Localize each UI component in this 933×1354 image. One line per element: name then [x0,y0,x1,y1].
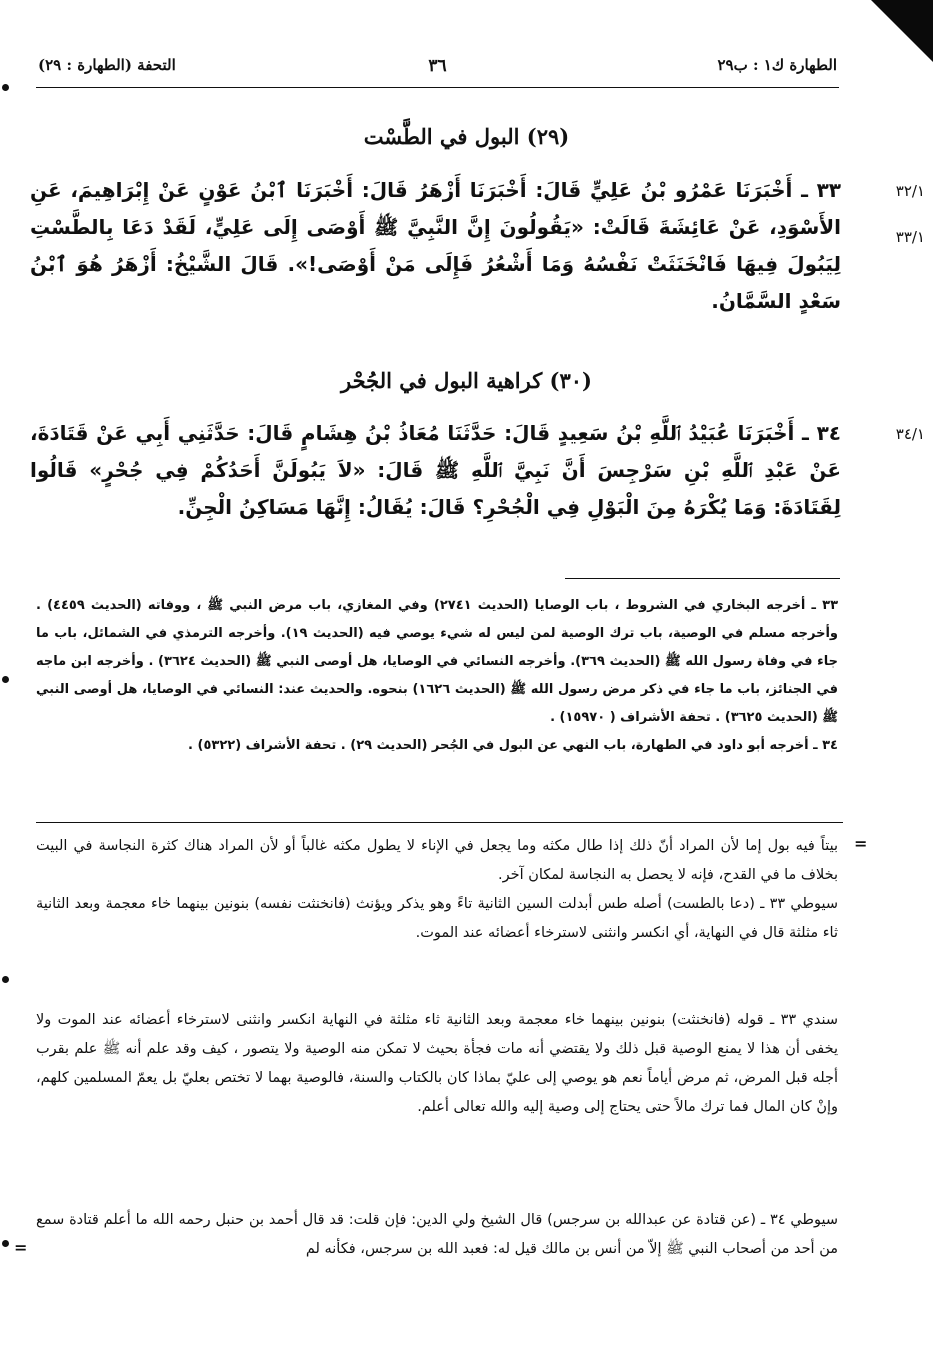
header-book-chapter: الطهارة ك١ : ب٢٩ [717,56,837,74]
margin-mark [2,1240,9,1247]
continuation-mark: = [854,834,868,853]
margin-mark [2,976,9,983]
suyuti-34-text: سيوطي ٣٤ ـ (عن قتادة عن عبدالله بن سرجس) قال الشيخ ولي الدين: فإن قلت: قد قال أحمد بن حنبل رحمه الله ما أعلم قتادة سمع من أحد من أصحاب النبي ﷺ إلاّ من أنس بن مالك قيل له: فعبد الله بن سرجس، فكأنه لم [36,1212,838,1257]
hadith-33-text: ٣٣ ـ أَخْبَرَنَا عَمْرُو بْنُ عَلِيٍّ قَالَ: أَخْبَرَنَا أَزْهَرُ قَالَ: أَخْبَرَنَا ٱبْنُ عَوْنٍ عَنْ إِبْرَاهِيمَ، عَنِ الأَسْوَدِ، عَنْ عَائِشَةَ قَالَتْ: «يَقُولُونَ إِنَّ النَّبِيَّ ﷺ أَوْصَى إِلَى عَلِيٍّ، لَقَدْ دَعَا بِالطَّسْتِ لِيَبُولَ فِيهَا فَانْخَنَثَتْ نَفْسُهُ وَمَا أَشْعُرُ فَإِلَى مَنْ أَوْصَى!». قَالَ الشَّيْخُ: أَزْهَرُ هُوَ ٱبْنُ سَعْدٍ السَّمَّانُ. [30,178,841,313]
header-rule [36,87,839,88]
commentary-continuation-text: بيتاً فيه بول إما لأن المراد أنّ ذلك إذا طال مكثه وما يجعل في الإناء لا يطول مكثه غالباً أو لأن المراد هناك كثرة النجاسة في البيت بخلاف ما في القدح، فإنه لا يحصل به النجاسة لمكان آخر. [36,838,838,883]
marginal-ref: ٣٢/١ [895,182,925,200]
suyuti-33-text: سيوطي ٣٣ ـ (دعا بالطست) أصله طس أبدلت السين الثانية تاءً وهو يذكر ويؤنث (فانخنثت نفسه) بنونين بينهما خاء معجمة وبعد الثانية ثاء مثلثة قال في النهاية، أي انكسر وانثنى لاسترخاء أعضائه عند الموت. [36,896,838,941]
marginal-ref: ٣٣/١ [895,228,925,246]
commentary-continuation [36,832,838,948]
commentary-separator [36,822,843,823]
sindi-commentary [36,1006,838,1122]
margin-mark [2,84,9,91]
footnote-33: ٣٣ ـ أخرجه البخاري في الشروط ، باب الوصايا (الحديث ٢٧٤١) وفي المغازي، باب مرض النبي ﷺ ، ووفاته (الحديث ٤٤٥٩) . وأخرجه مسلم في الوصية، باب ترك الوصية لمن ليس له شيء يوصي فيه (الحديث ١٩). وأخرجه الترمذي في الشمائل، باب ما جاء في وفاة رسول الله ﷺ (الحديث ٣٦٩). وأخرجه النسائي في الوصايا، هل أوصى النبي ﷺ (الحديث ٣٦٢٤) . وأخرجه ابن ماجه في الجنائز، باب ما جاء في ذكر مرض رسول الله ﷺ (الحديث ١٦٢٦) بنحوه. والحديث عند: النسائي في الوصايا، هل أوصى النبي ﷺ (الحديث ٣٦٢٥) . تحفة الأشراف ( ١٥٩٧٠) . [36,598,839,725]
chapter-30-title: (٣٠) كراهية البول في الجُحْر [341,368,592,393]
suyuti-34-commentary [36,1206,838,1264]
continuation-mark: = [14,1238,28,1257]
page-corner-shadow [871,0,933,62]
footnote-separator [565,578,840,579]
page-number: ٣٦ [428,56,447,76]
header-tuhfa-ref: التحفة (الطهارة : ٢٩) [38,56,176,74]
margin-mark [2,676,9,683]
hadith-34-text: ٣٤ ـ أَخْبَرَنَا عُبَيْدُ ٱللَّهِ بْنُ سَعِيدٍ قَالَ: حَدَّثَنَا مُعَاذُ بْنُ هِشَامٍ قَالَ: حَدَّثَنِي أَبِي عَنْ قَتَادَةَ، عَنْ عَبْدِ ٱللَّهِ بْنِ سَرْجِسَ أَنَّ نَبِيَّ ٱللَّهِ ﷺ قَالَ: «لاَ يَبُولَنَّ أَحَدُكُمْ فِي جُحْرٍ» قَالُوا لِقَتَادَةَ: وَمَا يُكْرَهُ مِنَ الْبَوْلِ فِي الْجُحْرِ؟ قَالَ: يُقَالُ: إِنَّهَا مَسَاكِنُ الْجِنِّ. [30,421,841,519]
takhrij-footnotes [36,592,838,760]
sindi-33-text: سندي ٣٣ ـ قوله (فانخنثت) بنونين بينهما خاء معجمة وبعد الثانية ثاء مثلثة في النهاية انكسر وانثنى لاسترخاء أعضائه عند الموت ولا يخفى أن هذا لا يمنع الوصية قبل ذلك ولا يقتضي أنه مات فجأة بحيث لا تمكن منه الوصية ولا يتصور ، كيف وقد علم أنه ﷺ علم بقرب أجله قبل المرض، ثم مرض أياماً نعم هو يوصي إلى عليّ بماذا كان بالكتاب والسنة، فالوصية بهما لا تختص بعليّ بل يعمّ المسلمين كلهم، وإنْ كان المال فما ترك مالاً حتى يحتاج إلى وصية إليه والله تعالى أعلم. [36,1012,838,1115]
marginal-ref: ٣٤/١ [895,425,925,443]
page-header [38,56,837,86]
chapter-29-title: (٢٩) البول في الطَّسْت [363,124,570,149]
footnote-34: ٣٤ ـ أخرجه أبو داود في الطهارة، باب النهي عن البول في الجُحر (الحديث ٢٩) . تحفة الأشراف (٥٣٢٢) . [188,738,838,753]
